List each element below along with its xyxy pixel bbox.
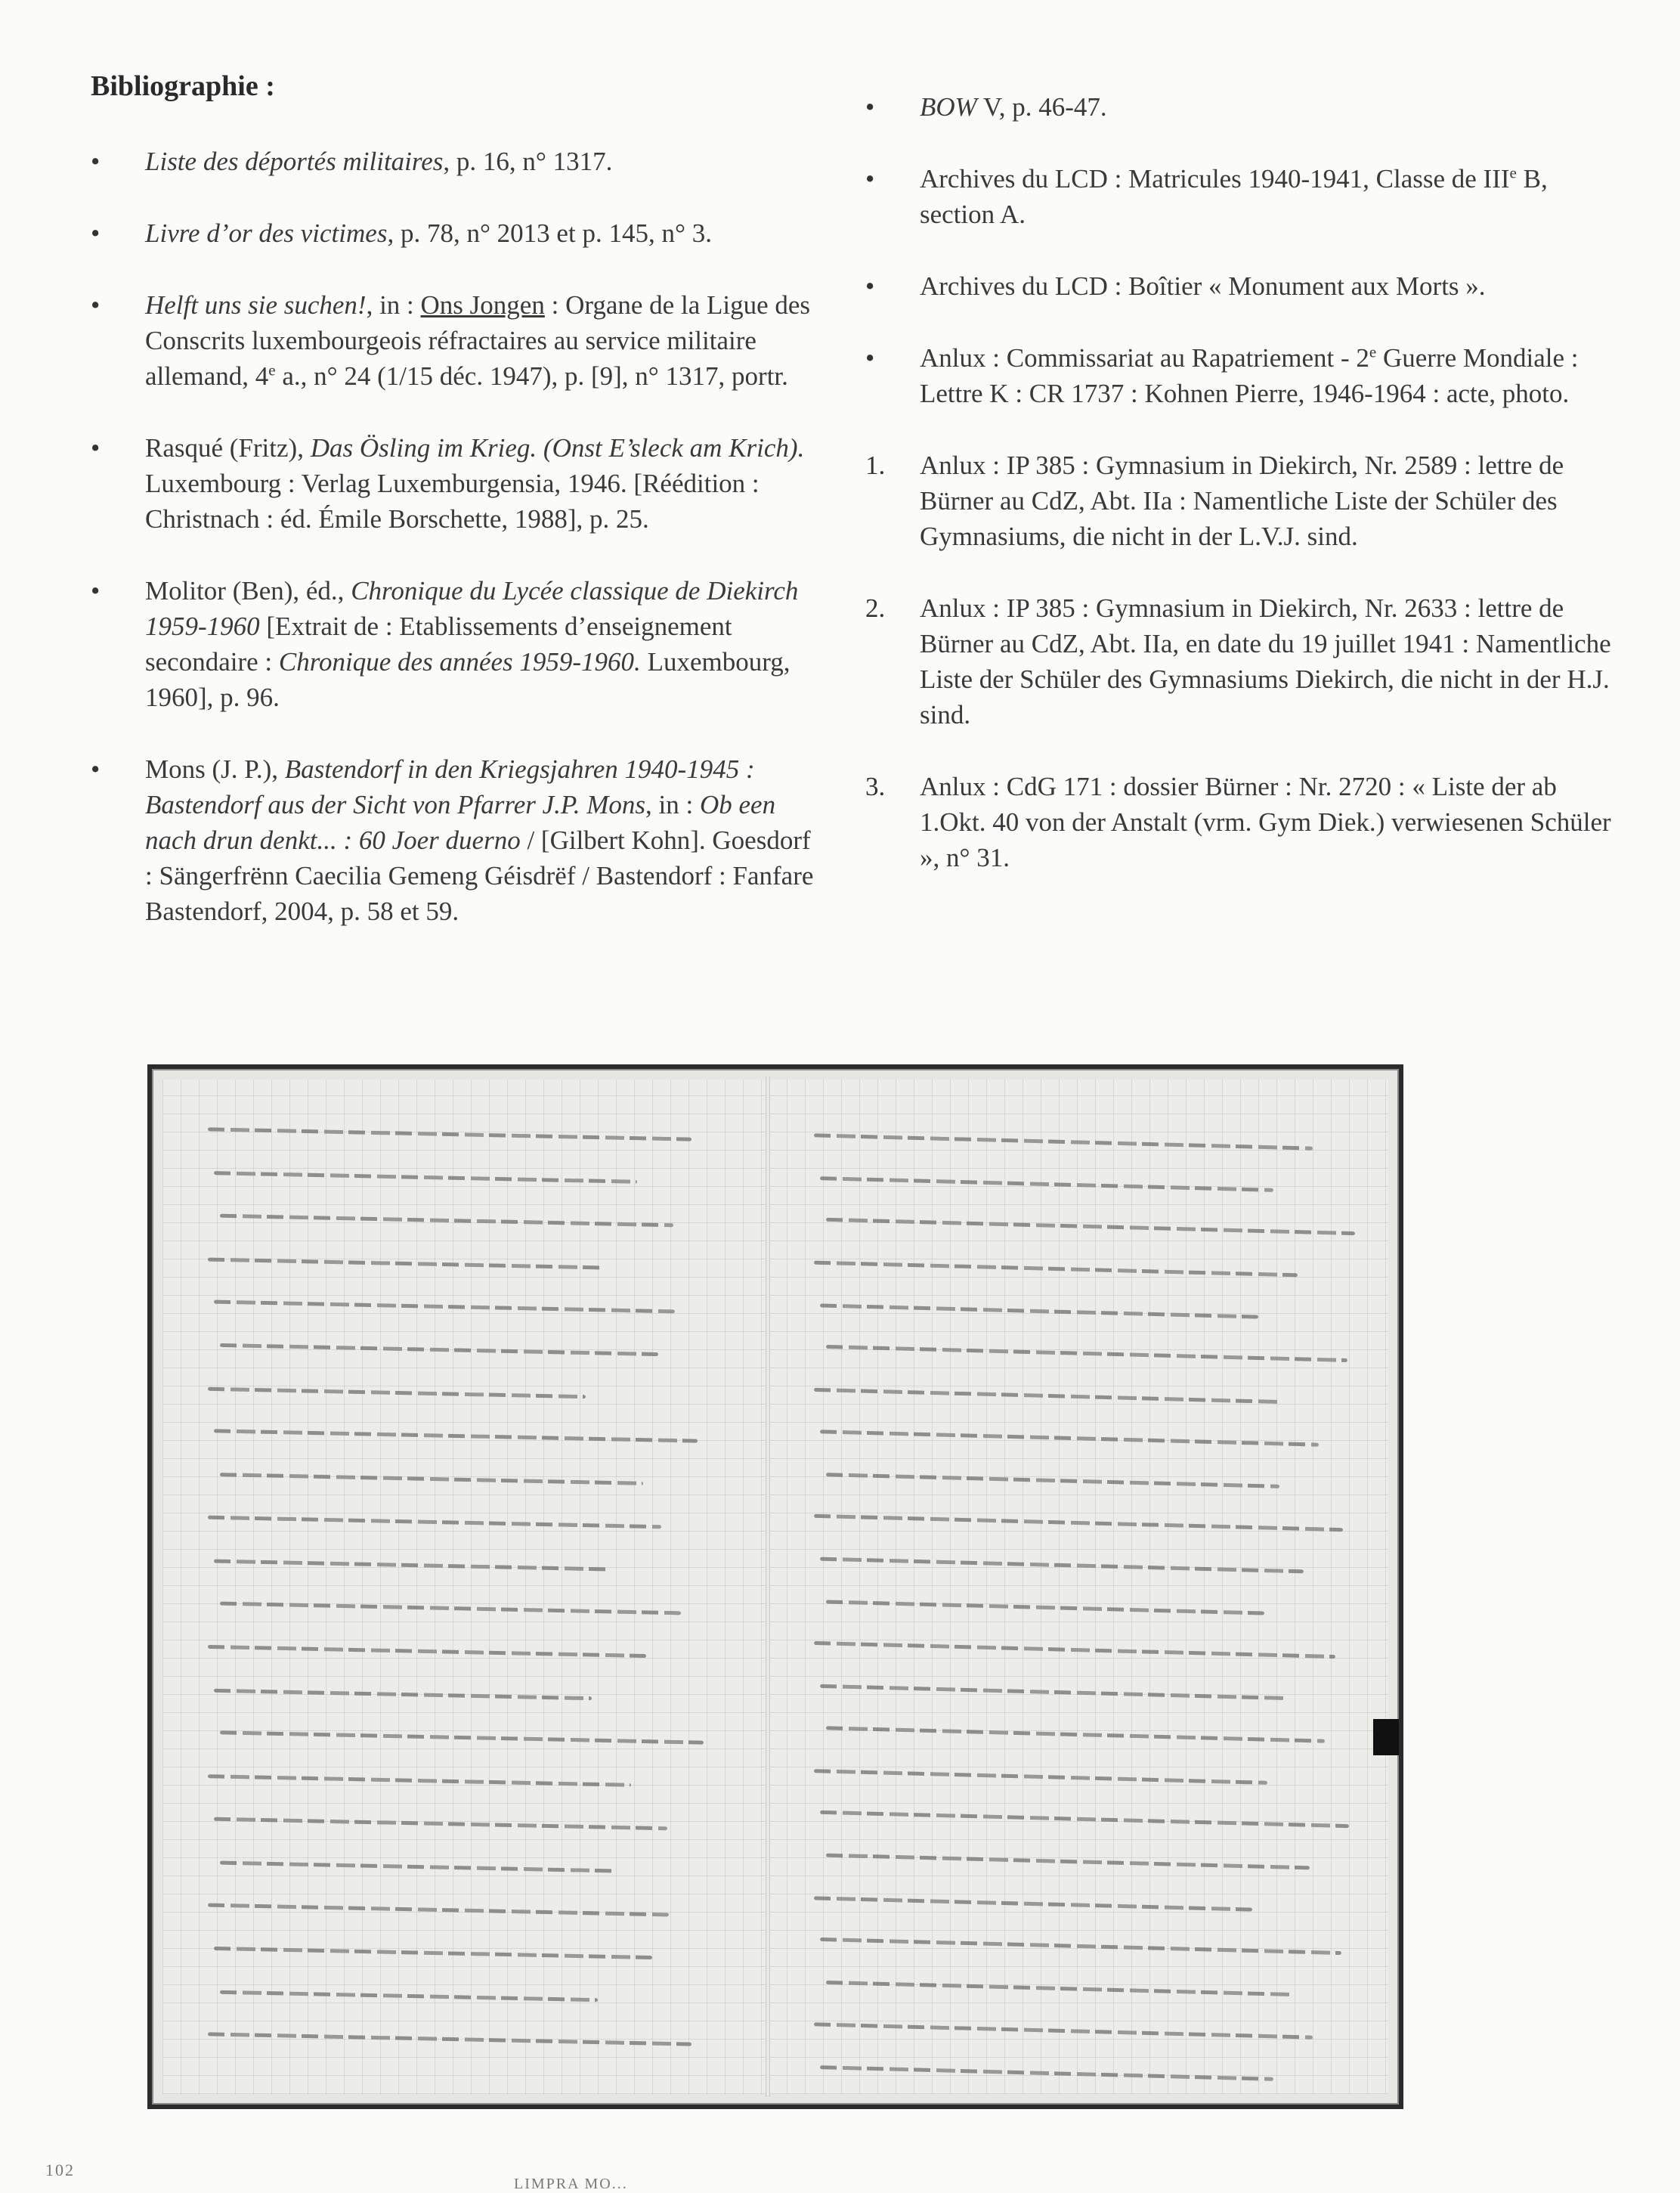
reference-text <box>145 751 816 929</box>
reference-marker: • <box>91 576 101 606</box>
handwriting-stroke <box>220 1473 643 1485</box>
bibliography-heading: Bibliographie : <box>91 70 275 102</box>
handwriting-stroke <box>214 1817 667 1831</box>
reference-entry <box>865 448 1621 554</box>
reference-entry <box>91 287 816 394</box>
handwriting-stroke <box>214 1300 675 1314</box>
handwriting-stroke <box>820 2065 1273 2081</box>
handwriting-stroke <box>814 1896 1252 1911</box>
reference-text-part: Ob een nach drun denkt... : 60 Joer duerno <box>145 790 776 855</box>
reference-text-part: Anlux : IP 385 : Gymnasium in Diekirch, Nr. 2633 : lettre de Bürner au CdZ, Abt. IIa, en date du 19 juillet 1941 : Namentliche Liste der Schüler des Gymnasiums Diekirch, die nicht in der H.J. sind. <box>920 593 1611 729</box>
reference-text-part: B, section A. <box>920 164 1548 229</box>
photo-corner-clip <box>1373 1719 1399 1755</box>
reference-entry <box>91 751 816 929</box>
handwriting-stroke <box>820 1176 1273 1192</box>
reference-marker: • <box>91 147 101 176</box>
reference-text-part: e <box>1369 342 1377 361</box>
handwriting-stroke <box>208 1387 586 1399</box>
reference-marker: • <box>865 164 875 194</box>
handwriting-stroke <box>826 1726 1325 1742</box>
handwriting-stroke <box>214 1171 637 1184</box>
reference-text-part: Liste des déportés militaires <box>145 147 444 176</box>
page-number: 102 <box>45 2160 75 2179</box>
handwritten-letter-photo <box>147 1064 1403 2109</box>
reference-marker: 3. <box>865 772 886 801</box>
reference-text-part: , p. 78, n° 2013 et p. 145, n° 3. <box>387 218 712 248</box>
handwriting-stroke <box>826 1981 1295 1996</box>
reference-text <box>920 161 1621 232</box>
reference-text-part: / [Gilbert Kohn]. Goesdorf : Sängerfrënn Caecilia Gemeng Géisdrëf / Bastendorf : Fanfare Bastendorf, 2004, p. 58 et 59. <box>145 825 814 926</box>
reference-text-part: V, p. 46-47. <box>976 92 1107 122</box>
handwriting-stroke <box>208 1516 661 1529</box>
reference-entry <box>91 144 816 179</box>
handwriting-stroke <box>820 1937 1341 1955</box>
handwriting-stroke <box>814 1261 1298 1278</box>
handwriting-stroke <box>220 1214 673 1228</box>
reference-marker: 2. <box>865 593 886 623</box>
reference-text <box>920 89 1621 125</box>
reference-text-part: Luxembourg, 1960], p. 96. <box>145 647 790 712</box>
handwriting-stroke <box>214 1429 698 1442</box>
handwriting-stroke <box>814 1769 1267 1785</box>
handwriting-stroke <box>820 1810 1349 1828</box>
reference-text-part: e <box>268 361 276 379</box>
handwriting-stroke <box>820 1557 1304 1574</box>
handwriting-stroke <box>826 1854 1310 1870</box>
left-column-references <box>91 144 816 965</box>
reference-text <box>145 215 816 251</box>
reference-marker: • <box>91 290 101 320</box>
handwriting-stroke <box>826 1218 1355 1235</box>
handwriting-stroke <box>814 1133 1313 1150</box>
reference-text-part: Chronique des années 1959-1960. <box>278 647 641 677</box>
handwriting-stroke <box>820 1684 1289 1700</box>
letter-right-page <box>769 1079 1388 2094</box>
handwriting-stroke <box>208 2032 691 2046</box>
letter-fold <box>766 1076 770 2097</box>
running-title: LIMPRA MO... <box>514 2176 628 2192</box>
handwriting-stroke <box>208 1774 631 1787</box>
reference-text-part: Das Ösling im Krieg. (Onst E’sleck am Krich). <box>310 433 805 463</box>
handwriting-stroke <box>214 1560 607 1572</box>
reference-text-part: Archives du LCD : Boîtier « Monument aux Morts ». <box>920 271 1486 301</box>
reference-entry <box>865 340 1621 411</box>
reference-text <box>145 144 816 179</box>
reference-text-part: Anlux : IP 385 : Gymnasium in Diekirch, Nr. 2589 : lettre de Bürner au CdZ, Abt. IIa : Namentliche Liste der Schüler des Gymnasiums, die nicht in der L.V.J. sind. <box>920 451 1564 551</box>
handwriting-stroke <box>814 1388 1282 1404</box>
handwriting-stroke <box>214 1947 652 1959</box>
reference-text-part: BOW <box>920 92 977 122</box>
reference-marker: • <box>865 271 875 301</box>
handwriting-stroke <box>820 1303 1258 1318</box>
reference-entry <box>865 590 1621 733</box>
reference-text-part: Helft uns sie suchen! <box>145 290 367 320</box>
reference-marker: • <box>91 218 101 248</box>
reference-entry <box>91 573 816 715</box>
reference-text-part: , in : <box>645 790 700 819</box>
handwriting-stroke <box>814 1641 1335 1659</box>
reference-marker: • <box>91 433 101 463</box>
handwriting-stroke <box>220 1343 658 1356</box>
handwriting-stroke <box>220 1990 598 2002</box>
reference-text <box>920 268 1621 304</box>
right-column-references <box>865 89 1621 912</box>
handwriting-stroke <box>208 1127 691 1141</box>
reference-marker: • <box>91 754 101 784</box>
handwriting-stroke <box>826 1473 1279 1488</box>
reference-entry <box>865 161 1621 232</box>
reference-marker: • <box>865 92 875 122</box>
handwriting-stroke <box>220 1730 704 1744</box>
reference-marker: 1. <box>865 451 886 480</box>
reference-text-part: [Extrait de : Etablissements d’enseignement secondaire : <box>145 612 732 677</box>
reference-text-part: Rasqué (Fritz), <box>145 433 311 463</box>
reference-text-part: Guerre Mondiale : Lettre K : CR 1737 : Kohnen Pierre, 1946-1964 : acte, photo. <box>920 343 1579 408</box>
letter-left-page <box>162 1079 767 2094</box>
reference-entry <box>865 769 1621 875</box>
reference-text <box>145 573 816 715</box>
reference-text <box>920 340 1621 411</box>
reference-text-part: Chronique du Lycée classique de Diekirch 1959-1960 <box>145 576 799 641</box>
reference-text-part: Bastendorf in den Kriegsjahren 1940-1945 : Bastendorf aus der Sicht von Pfarrer J.P. Mons <box>145 754 755 819</box>
reference-text-part: Ons Jongen <box>420 290 545 320</box>
handwriting-stroke <box>220 1861 613 1873</box>
reference-text-part: Livre d’or des victimes <box>145 218 388 248</box>
reference-text-part: , p. 16, n° 1317. <box>443 147 613 176</box>
reference-text <box>920 448 1621 554</box>
reference-text-part: Archives du LCD : Matricules 1940-1941, Classe de III <box>920 164 1510 194</box>
handwriting-stroke <box>208 1258 601 1270</box>
reference-text-part: e <box>1509 163 1517 182</box>
handwriting-stroke <box>814 1514 1343 1532</box>
handwriting-stroke <box>208 1903 669 1917</box>
reference-text <box>920 769 1621 875</box>
handwriting-stroke <box>826 1345 1347 1362</box>
reference-text-part: Mons (J. P.), <box>145 754 285 784</box>
reference-text <box>145 287 816 394</box>
reference-text-part: Molitor (Ben), éd., <box>145 576 351 606</box>
reference-entry <box>91 215 816 251</box>
handwriting-stroke <box>814 2022 1313 2039</box>
reference-entry <box>91 430 816 537</box>
handwriting-stroke <box>820 1429 1319 1446</box>
reference-text-part: Anlux : Commissariat au Rapatriement - 2 <box>920 343 1369 373</box>
reference-text-part: a., n° 24 (1/15 déc. 1947), p. [9], n° 1317, portr. <box>275 361 788 391</box>
reference-text-part: : Organe de la Ligue des Conscrits luxembourgeois réfractaires au service militaire allemand, 4 <box>145 290 811 391</box>
handwriting-stroke <box>208 1645 646 1658</box>
reference-marker: • <box>865 343 875 373</box>
reference-text <box>145 430 816 537</box>
reference-text <box>920 590 1621 733</box>
reference-text-part: , in : <box>366 290 421 320</box>
reference-text-part: Luxembourg : Verlag Luxemburgensia, 1946. [Réédition : Christnach : éd. Émile Borschette, 1988], p. 25. <box>145 469 760 534</box>
handwriting-stroke <box>826 1600 1264 1615</box>
handwriting-stroke <box>220 1602 681 1615</box>
reference-entry <box>865 89 1621 125</box>
reference-text-part: Anlux : CdG 171 : dossier Bürner : Nr. 2720 : « Liste der ab 1.Okt. 40 von der Anstalt (vrm. Gym Diek.) verwiesenen Schüler », n° 31. <box>920 772 1611 872</box>
handwriting-stroke <box>214 1689 592 1700</box>
reference-entry <box>865 268 1621 304</box>
